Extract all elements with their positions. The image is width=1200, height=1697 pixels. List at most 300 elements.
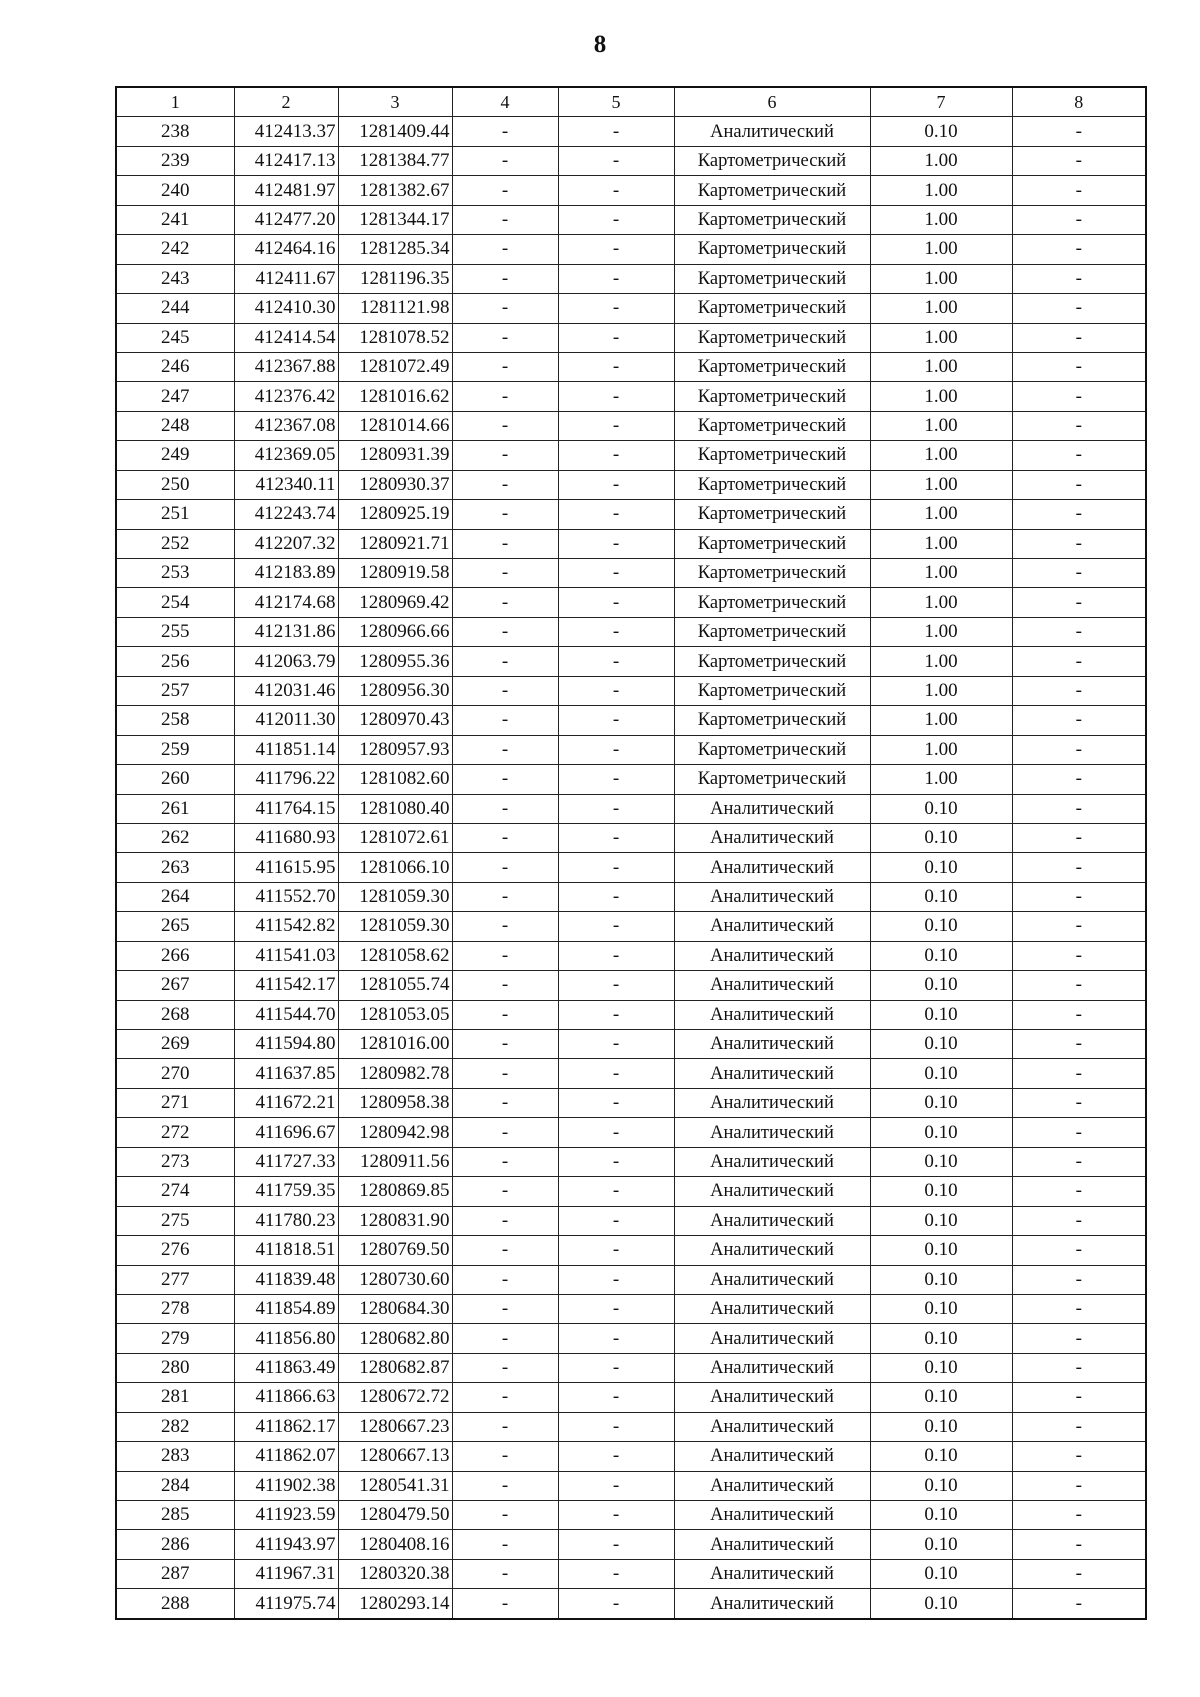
cell-col4-value: - (452, 1412, 558, 1441)
table-row (116, 1030, 1146, 1059)
cell-method: Аналитический (674, 1383, 870, 1412)
cell-method: Аналитический (674, 1589, 870, 1619)
cell-col4-value: - (452, 1294, 558, 1323)
cell-col5-value: - (558, 1147, 674, 1176)
cell-coord-x: 411975.74 (234, 1589, 338, 1619)
table-row (116, 500, 1146, 529)
cell-accuracy: 1.00 (870, 500, 1012, 529)
cell-col5-value: - (558, 765, 674, 794)
cell-col5-value: - (558, 1471, 674, 1500)
cell-col8-value: - (1012, 676, 1146, 705)
cell-coord-x: 411862.07 (234, 1442, 338, 1471)
table-row (116, 765, 1146, 794)
cell-col8-value: - (1012, 205, 1146, 234)
cell-accuracy: 0.10 (870, 1530, 1012, 1559)
cell-method: Аналитический (674, 1088, 870, 1117)
cell-method: Картометрический (674, 529, 870, 558)
cell-col4-value: - (452, 411, 558, 440)
cell-coord-y: 1280831.90 (338, 1206, 452, 1235)
cell-method: Аналитический (674, 1265, 870, 1294)
cell-point-number: 286 (116, 1530, 234, 1559)
cell-accuracy: 0.10 (870, 1412, 1012, 1441)
table-row (116, 323, 1146, 352)
cell-col8-value: - (1012, 1501, 1146, 1530)
cell-point-number: 255 (116, 617, 234, 646)
col-header-4: 4 (452, 87, 558, 117)
cell-coord-y: 1280966.66 (338, 617, 452, 646)
cell-point-number: 265 (116, 912, 234, 941)
cell-col5-value: - (558, 441, 674, 470)
cell-coord-x: 411759.35 (234, 1177, 338, 1206)
cell-col5-value: - (558, 352, 674, 381)
cell-col8-value: - (1012, 912, 1146, 941)
cell-method: Картометрический (674, 294, 870, 323)
cell-coord-y: 1280541.31 (338, 1471, 452, 1500)
cell-col5-value: - (558, 146, 674, 175)
table-row (116, 1471, 1146, 1500)
cell-point-number: 284 (116, 1471, 234, 1500)
cell-col4-value: - (452, 1147, 558, 1176)
cell-col8-value: - (1012, 706, 1146, 735)
cell-coord-y: 1281053.05 (338, 1000, 452, 1029)
cell-accuracy: 0.10 (870, 1206, 1012, 1235)
cell-coord-x: 411780.23 (234, 1206, 338, 1235)
cell-col4-value: - (452, 264, 558, 293)
cell-col5-value: - (558, 882, 674, 911)
cell-col4-value: - (452, 176, 558, 205)
cell-col5-value: - (558, 1589, 674, 1619)
cell-method: Аналитический (674, 117, 870, 146)
cell-col4-value: - (452, 1000, 558, 1029)
cell-col8-value: - (1012, 323, 1146, 352)
cell-coord-x: 412131.86 (234, 617, 338, 646)
cell-accuracy: 1.00 (870, 235, 1012, 264)
cell-col4-value: - (452, 1118, 558, 1147)
cell-col5-value: - (558, 941, 674, 970)
cell-method: Аналитический (674, 1147, 870, 1176)
cell-coord-y: 1280957.93 (338, 735, 452, 764)
cell-coord-x: 412413.37 (234, 117, 338, 146)
cell-point-number: 250 (116, 470, 234, 499)
cell-point-number: 269 (116, 1030, 234, 1059)
cell-accuracy: 0.10 (870, 853, 1012, 882)
cell-col5-value: - (558, 1177, 674, 1206)
col-header-7: 7 (870, 87, 1012, 117)
cell-col5-value: - (558, 382, 674, 411)
cell-coord-x: 411839.48 (234, 1265, 338, 1294)
cell-coord-y: 1281016.00 (338, 1030, 452, 1059)
table-row (116, 1088, 1146, 1117)
cell-point-number: 263 (116, 853, 234, 882)
col-header-6: 6 (674, 87, 870, 117)
cell-accuracy: 0.10 (870, 1471, 1012, 1500)
table-row (116, 1177, 1146, 1206)
table-row (116, 912, 1146, 941)
cell-accuracy: 1.00 (870, 323, 1012, 352)
cell-col5-value: - (558, 500, 674, 529)
cell-accuracy: 1.00 (870, 264, 1012, 293)
table-row (116, 559, 1146, 588)
cell-col8-value: - (1012, 1294, 1146, 1323)
cell-coord-x: 411943.97 (234, 1530, 338, 1559)
cell-method: Картометрический (674, 676, 870, 705)
cell-coord-y: 1280911.56 (338, 1147, 452, 1176)
cell-point-number: 266 (116, 941, 234, 970)
cell-col5-value: - (558, 1030, 674, 1059)
cell-coord-y: 1281384.77 (338, 146, 452, 175)
cell-col8-value: - (1012, 264, 1146, 293)
cell-col5-value: - (558, 559, 674, 588)
cell-accuracy: 0.10 (870, 1442, 1012, 1471)
cell-point-number: 273 (116, 1147, 234, 1176)
cell-col5-value: - (558, 264, 674, 293)
cell-col4-value: - (452, 146, 558, 175)
cell-col5-value: - (558, 1236, 674, 1265)
cell-coord-y: 1280684.30 (338, 1294, 452, 1323)
cell-col5-value: - (558, 529, 674, 558)
cell-col4-value: - (452, 323, 558, 352)
cell-col8-value: - (1012, 117, 1146, 146)
cell-coord-x: 411851.14 (234, 735, 338, 764)
table-row (116, 706, 1146, 735)
cell-point-number: 246 (116, 352, 234, 381)
cell-col8-value: - (1012, 1118, 1146, 1147)
cell-point-number: 272 (116, 1118, 234, 1147)
cell-method: Картометрический (674, 323, 870, 352)
table-row (116, 1059, 1146, 1088)
cell-col4-value: - (452, 500, 558, 529)
cell-coord-x: 411594.80 (234, 1030, 338, 1059)
cell-col5-value: - (558, 1206, 674, 1235)
cell-col4-value: - (452, 117, 558, 146)
table-row (116, 676, 1146, 705)
cell-method: Аналитический (674, 1000, 870, 1029)
cell-coord-y: 1280982.78 (338, 1059, 452, 1088)
table-row (116, 971, 1146, 1000)
cell-col4-value: - (452, 1177, 558, 1206)
table-row (116, 1147, 1146, 1176)
cell-col5-value: - (558, 853, 674, 882)
cell-coord-y: 1281409.44 (338, 117, 452, 146)
cell-col5-value: - (558, 1559, 674, 1588)
cell-method: Аналитический (674, 1059, 870, 1088)
cell-col8-value: - (1012, 1236, 1146, 1265)
table-row (116, 1118, 1146, 1147)
cell-coord-x: 412414.54 (234, 323, 338, 352)
table-row (116, 853, 1146, 882)
cell-point-number: 285 (116, 1501, 234, 1530)
cell-col8-value: - (1012, 1412, 1146, 1441)
cell-accuracy: 0.10 (870, 1000, 1012, 1029)
cell-point-number: 283 (116, 1442, 234, 1471)
cell-col8-value: - (1012, 1530, 1146, 1559)
cell-coord-y: 1281078.52 (338, 323, 452, 352)
cell-method: Аналитический (674, 1030, 870, 1059)
cell-point-number: 280 (116, 1353, 234, 1382)
cell-coord-y: 1280408.16 (338, 1530, 452, 1559)
cell-coord-x: 412376.42 (234, 382, 338, 411)
cell-col8-value: - (1012, 235, 1146, 264)
cell-col4-value: - (452, 1501, 558, 1530)
cell-accuracy: 0.10 (870, 117, 1012, 146)
cell-col4-value: - (452, 382, 558, 411)
table-row (116, 823, 1146, 852)
cell-col5-value: - (558, 1118, 674, 1147)
cell-coord-y: 1280479.50 (338, 1501, 452, 1530)
cell-col4-value: - (452, 441, 558, 470)
cell-point-number: 278 (116, 1294, 234, 1323)
cell-coord-y: 1280955.36 (338, 647, 452, 676)
cell-coord-x: 412207.32 (234, 529, 338, 558)
cell-method: Аналитический (674, 971, 870, 1000)
cell-coord-x: 411696.67 (234, 1118, 338, 1147)
cell-col4-value: - (452, 1353, 558, 1382)
table-body (116, 117, 1146, 1619)
cell-coord-y: 1281285.34 (338, 235, 452, 264)
table-row (116, 1559, 1146, 1588)
cell-accuracy: 0.10 (870, 1088, 1012, 1117)
cell-method: Аналитический (674, 823, 870, 852)
cell-accuracy: 0.10 (870, 1294, 1012, 1323)
cell-coord-y: 1281082.60 (338, 765, 452, 794)
cell-method: Аналитический (674, 1294, 870, 1323)
cell-method: Картометрический (674, 176, 870, 205)
cell-accuracy: 1.00 (870, 411, 1012, 440)
cell-method: Картометрический (674, 235, 870, 264)
cell-coord-y: 1280942.98 (338, 1118, 452, 1147)
cell-col4-value: - (452, 647, 558, 676)
cell-method: Картометрический (674, 382, 870, 411)
cell-col8-value: - (1012, 1000, 1146, 1029)
table-row (116, 1383, 1146, 1412)
cell-point-number: 238 (116, 117, 234, 146)
cell-accuracy: 1.00 (870, 588, 1012, 617)
cell-col8-value: - (1012, 294, 1146, 323)
cell-col8-value: - (1012, 176, 1146, 205)
cell-method: Аналитический (674, 1353, 870, 1382)
cell-coord-x: 411862.17 (234, 1412, 338, 1441)
cell-col8-value: - (1012, 794, 1146, 823)
cell-coord-y: 1280970.43 (338, 706, 452, 735)
table-row (116, 588, 1146, 617)
cell-col5-value: - (558, 794, 674, 823)
cell-col8-value: - (1012, 1147, 1146, 1176)
cell-point-number: 243 (116, 264, 234, 293)
table-row (116, 941, 1146, 970)
cell-coord-x: 411902.38 (234, 1471, 338, 1500)
cell-col4-value: - (452, 352, 558, 381)
cell-col4-value: - (452, 205, 558, 234)
cell-accuracy: 1.00 (870, 617, 1012, 646)
cell-col8-value: - (1012, 1265, 1146, 1294)
cell-col4-value: - (452, 823, 558, 852)
cell-method: Аналитический (674, 1236, 870, 1265)
cell-col4-value: - (452, 853, 558, 882)
cell-col5-value: - (558, 1442, 674, 1471)
cell-accuracy: 1.00 (870, 706, 1012, 735)
cell-method: Картометрический (674, 588, 870, 617)
cell-accuracy: 1.00 (870, 441, 1012, 470)
cell-coord-y: 1280925.19 (338, 500, 452, 529)
cell-coord-x: 411818.51 (234, 1236, 338, 1265)
cell-coord-y: 1280682.80 (338, 1324, 452, 1353)
cell-accuracy: 0.10 (870, 1118, 1012, 1147)
table-row (116, 1501, 1146, 1530)
cell-coord-y: 1280293.14 (338, 1589, 452, 1619)
cell-accuracy: 0.10 (870, 912, 1012, 941)
cell-method: Картометрический (674, 706, 870, 735)
cell-coord-x: 411637.85 (234, 1059, 338, 1088)
cell-coord-x: 411856.80 (234, 1324, 338, 1353)
cell-accuracy: 0.10 (870, 1236, 1012, 1265)
cell-coord-y: 1281059.30 (338, 912, 452, 941)
cell-col4-value: - (452, 1471, 558, 1500)
cell-col8-value: - (1012, 1559, 1146, 1588)
table-row (116, 1206, 1146, 1235)
table-row (116, 647, 1146, 676)
cell-accuracy: 1.00 (870, 735, 1012, 764)
cell-accuracy: 1.00 (870, 352, 1012, 381)
cell-accuracy: 0.10 (870, 823, 1012, 852)
cell-coord-y: 1281072.61 (338, 823, 452, 852)
cell-point-number: 245 (116, 323, 234, 352)
cell-coord-x: 411866.63 (234, 1383, 338, 1412)
cell-accuracy: 1.00 (870, 205, 1012, 234)
cell-coord-x: 412464.16 (234, 235, 338, 264)
table-row (116, 1294, 1146, 1323)
cell-col4-value: - (452, 912, 558, 941)
cell-coord-y: 1280919.58 (338, 559, 452, 588)
cell-col5-value: - (558, 294, 674, 323)
cell-point-number: 277 (116, 1265, 234, 1294)
cell-point-number: 281 (116, 1383, 234, 1412)
cell-point-number: 244 (116, 294, 234, 323)
cell-coord-y: 1281059.30 (338, 882, 452, 911)
cell-col4-value: - (452, 1324, 558, 1353)
table-row (116, 205, 1146, 234)
cell-method: Аналитический (674, 1530, 870, 1559)
cell-coord-x: 411727.33 (234, 1147, 338, 1176)
cell-col8-value: - (1012, 1206, 1146, 1235)
cell-coord-x: 412174.68 (234, 588, 338, 617)
cell-col8-value: - (1012, 882, 1146, 911)
page-number: 8 (593, 31, 607, 58)
cell-col8-value: - (1012, 1088, 1146, 1117)
table-row (116, 382, 1146, 411)
cell-method: Аналитический (674, 912, 870, 941)
cell-accuracy: 0.10 (870, 1030, 1012, 1059)
cell-col4-value: - (452, 676, 558, 705)
cell-col4-value: - (452, 235, 558, 264)
cell-point-number: 268 (116, 1000, 234, 1029)
cell-point-number: 287 (116, 1559, 234, 1588)
cell-method: Картометрический (674, 352, 870, 381)
cell-method: Картометрический (674, 441, 870, 470)
cell-col5-value: - (558, 1412, 674, 1441)
cell-method: Картометрический (674, 617, 870, 646)
cell-col8-value: - (1012, 1589, 1146, 1619)
cell-coord-y: 1280730.60 (338, 1265, 452, 1294)
cell-point-number: 240 (116, 176, 234, 205)
cell-coord-x: 412369.05 (234, 441, 338, 470)
cell-method: Аналитический (674, 1118, 870, 1147)
cell-accuracy: 1.00 (870, 676, 1012, 705)
cell-coord-y: 1280869.85 (338, 1177, 452, 1206)
col-header-2: 2 (234, 87, 338, 117)
cell-point-number: 274 (116, 1177, 234, 1206)
cell-accuracy: 1.00 (870, 470, 1012, 499)
cell-point-number: 257 (116, 676, 234, 705)
cell-coord-y: 1280931.39 (338, 441, 452, 470)
cell-point-number: 276 (116, 1236, 234, 1265)
cell-point-number: 271 (116, 1088, 234, 1117)
cell-accuracy: 0.10 (870, 1147, 1012, 1176)
cell-accuracy: 0.10 (870, 1501, 1012, 1530)
cell-col5-value: - (558, 176, 674, 205)
cell-col5-value: - (558, 1383, 674, 1412)
cell-method: Картометрический (674, 500, 870, 529)
cell-accuracy: 0.10 (870, 1324, 1012, 1353)
cell-coord-x: 411967.31 (234, 1559, 338, 1588)
table-row (116, 294, 1146, 323)
cell-coord-y: 1280958.38 (338, 1088, 452, 1117)
cell-method: Аналитический (674, 794, 870, 823)
cell-point-number: 253 (116, 559, 234, 588)
cell-point-number: 256 (116, 647, 234, 676)
cell-col5-value: - (558, 1353, 674, 1382)
cell-col8-value: - (1012, 941, 1146, 970)
table-row (116, 1353, 1146, 1382)
cell-point-number: 242 (116, 235, 234, 264)
cell-point-number: 258 (116, 706, 234, 735)
cell-accuracy: 0.10 (870, 1265, 1012, 1294)
cell-coord-x: 411796.22 (234, 765, 338, 794)
cell-accuracy: 0.10 (870, 1589, 1012, 1619)
cell-coord-x: 412477.20 (234, 205, 338, 234)
cell-method: Аналитический (674, 1442, 870, 1471)
cell-coord-x: 411923.59 (234, 1501, 338, 1530)
cell-coord-x: 411680.93 (234, 823, 338, 852)
cell-method: Аналитический (674, 1501, 870, 1530)
cell-point-number: 254 (116, 588, 234, 617)
cell-method: Аналитический (674, 1206, 870, 1235)
cell-col4-value: - (452, 617, 558, 646)
col-header-5: 5 (558, 87, 674, 117)
table-row (116, 617, 1146, 646)
cell-col4-value: - (452, 765, 558, 794)
cell-coord-x: 411552.70 (234, 882, 338, 911)
cell-point-number: 270 (116, 1059, 234, 1088)
cell-accuracy: 1.00 (870, 382, 1012, 411)
cell-col5-value: - (558, 205, 674, 234)
cell-point-number: 267 (116, 971, 234, 1000)
cell-col8-value: - (1012, 411, 1146, 440)
table-row (116, 882, 1146, 911)
cell-col8-value: - (1012, 470, 1146, 499)
cell-point-number: 249 (116, 441, 234, 470)
cell-point-number: 264 (116, 882, 234, 911)
cell-point-number: 248 (116, 411, 234, 440)
cell-coord-x: 412417.13 (234, 146, 338, 175)
table-row (116, 1265, 1146, 1294)
cell-col5-value: - (558, 1059, 674, 1088)
cell-method: Картометрический (674, 411, 870, 440)
cell-col8-value: - (1012, 1059, 1146, 1088)
cell-col8-value: - (1012, 588, 1146, 617)
cell-coord-x: 412183.89 (234, 559, 338, 588)
cell-coord-y: 1280667.23 (338, 1412, 452, 1441)
cell-point-number: 259 (116, 735, 234, 764)
